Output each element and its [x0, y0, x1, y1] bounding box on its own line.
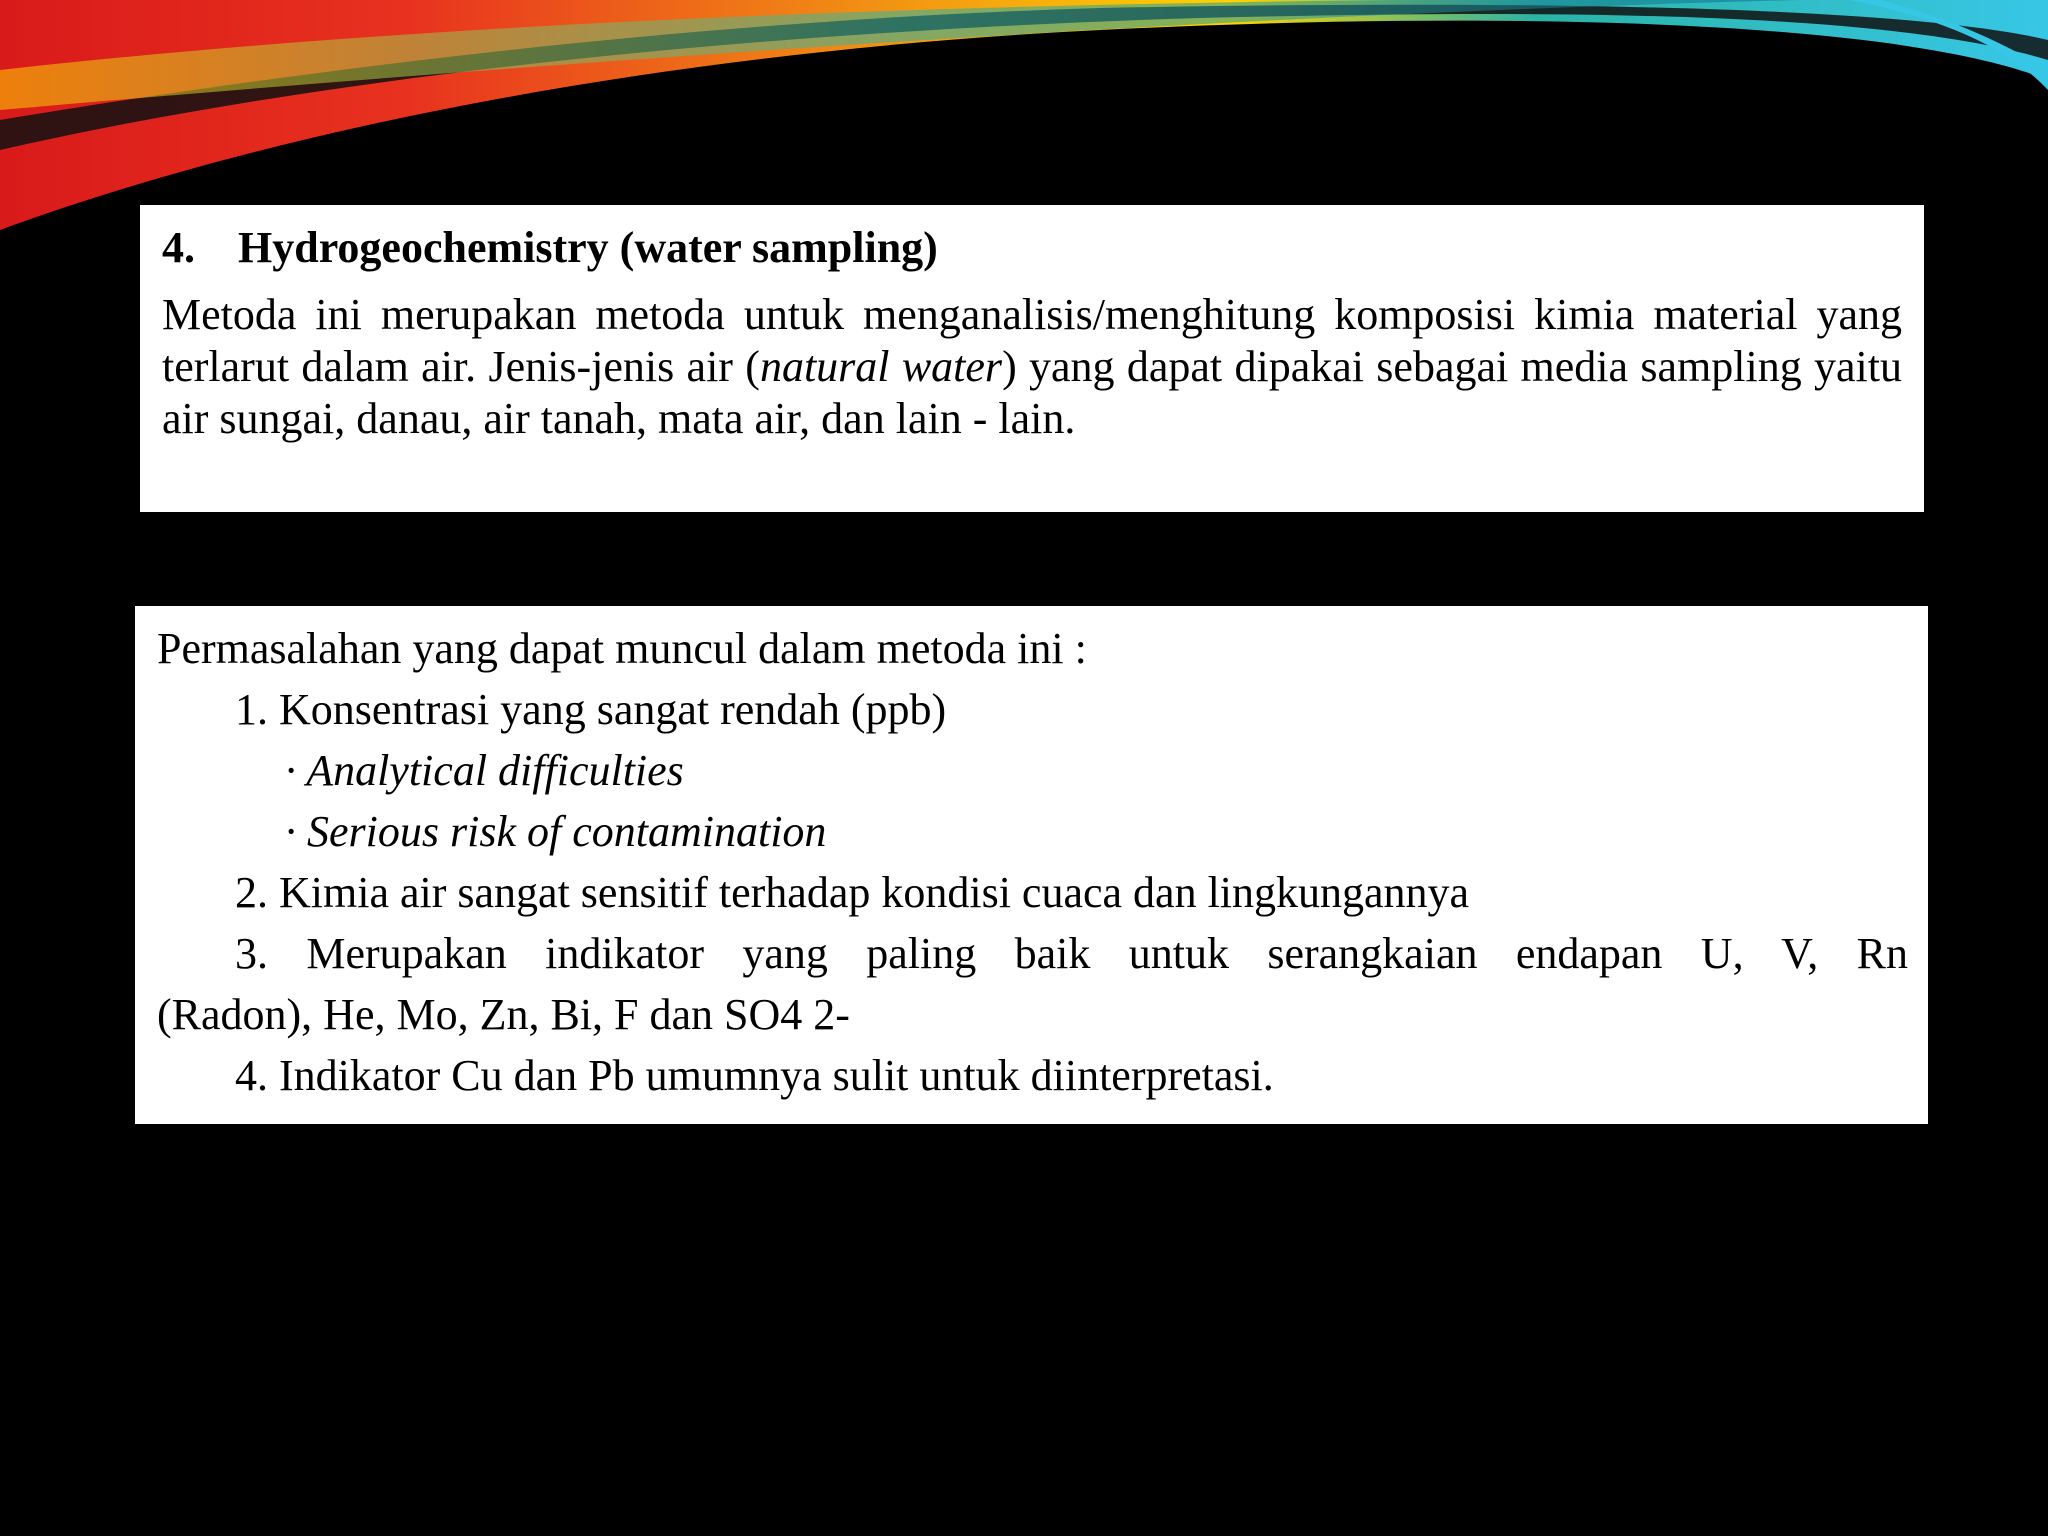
list-item-continuation: (Radon), He, Mo, Zn, Bi, F dan SO4 2-: [157, 990, 850, 1039]
sub-list-item: · Serious risk of contamination: [285, 807, 827, 856]
section-paragraph: [162, 289, 1902, 445]
problems-intro: Permasalahan yang dapat muncul dalam metoda ini :: [157, 624, 1087, 673]
paragraph-part1: Metoda ini merupakan metoda untuk menganalisis/menghitung komposisi kimia material yang terlarut dalam air. Jenis-jenis air (: [162, 290, 1902, 391]
section-heading: [162, 219, 1902, 277]
paragraph-part2: ) yang dapat dipakai sebagai media sampling yaitu air sungai, danau, air tanah, mata air, dan lain - lain.: [162, 342, 1903, 443]
section-number: 4.: [162, 223, 195, 272]
list-item: 4. Indikator Cu dan Pb umumnya sulit untuk diinterpretasi.: [235, 1051, 1274, 1100]
section-title: Hydrogeochemistry (water sampling): [238, 223, 938, 272]
list-item: 1. Konsentrasi yang sangat rendah (ppb): [235, 685, 947, 734]
list-item: 3. Merupakan indikator yang paling baik untuk serangkaian endapan U, V, Rn: [235, 929, 1908, 978]
paragraph-italic: natural water: [759, 342, 1003, 391]
list-item: 2. Kimia air sangat sensitif terhadap kondisi cuaca dan lingkungannya: [235, 868, 1470, 917]
problems-box: [135, 606, 1928, 1124]
section-box: [140, 205, 1924, 512]
sub-list-item: · Analytical difficulties: [285, 746, 684, 795]
